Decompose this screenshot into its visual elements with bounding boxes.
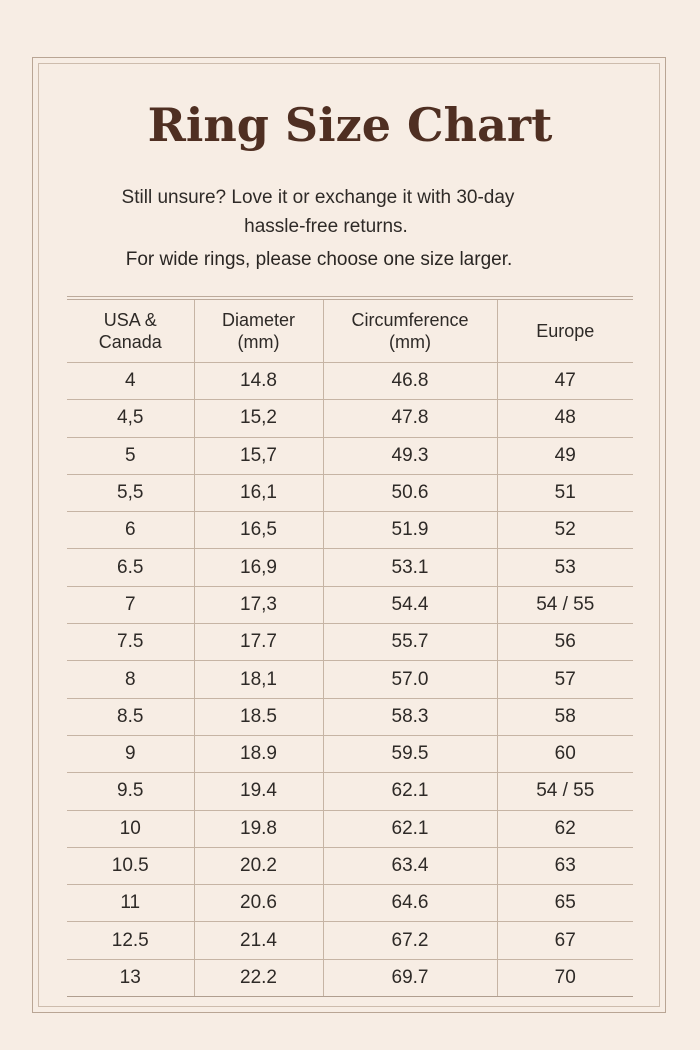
cell-diameter: 16,9 xyxy=(194,549,323,586)
cell-usa-canada: 4,5 xyxy=(67,400,194,437)
table-row xyxy=(67,400,633,437)
table-row xyxy=(67,586,633,623)
table-row xyxy=(67,735,633,772)
cell-usa-canada: 8 xyxy=(67,661,194,698)
cell-usa-canada: 8.5 xyxy=(67,698,194,735)
cell-circumference: 67.2 xyxy=(323,922,497,959)
cell-diameter: 16,5 xyxy=(194,512,323,549)
cell-circumference: 62.1 xyxy=(323,810,497,847)
header-circumference-line2: (mm) xyxy=(389,332,431,352)
cell-circumference: 62.1 xyxy=(323,773,497,810)
cell-usa-canada: 11 xyxy=(67,885,194,922)
cell-diameter: 20.2 xyxy=(194,847,323,884)
cell-europe: 57 xyxy=(497,661,633,698)
cell-circumference: 69.7 xyxy=(323,959,497,996)
cell-europe: 54 / 55 xyxy=(497,773,633,810)
cell-europe: 48 xyxy=(497,400,633,437)
cell-diameter: 21.4 xyxy=(194,922,323,959)
cell-diameter: 18,1 xyxy=(194,661,323,698)
cell-europe: 63 xyxy=(497,847,633,884)
cell-europe: 52 xyxy=(497,512,633,549)
header-usa-canada xyxy=(67,300,194,363)
table-header-row xyxy=(67,300,633,363)
cell-circumference: 59.5 xyxy=(323,735,497,772)
table-row xyxy=(67,959,633,996)
cell-circumference: 54.4 xyxy=(323,586,497,623)
table-row xyxy=(67,363,633,400)
returns-text-line-2: hassle-free returns. xyxy=(244,216,408,237)
cell-usa-canada: 13 xyxy=(67,959,194,996)
cell-usa-canada: 7 xyxy=(67,586,194,623)
table-row xyxy=(67,437,633,474)
cell-usa-canada: 6 xyxy=(67,512,194,549)
table-row xyxy=(67,624,633,661)
header-europe xyxy=(497,300,633,363)
wide-ring-note: For wide rings, please choose one size larger. xyxy=(125,249,513,270)
cell-europe: 58 xyxy=(497,698,633,735)
header-circumference xyxy=(323,300,497,363)
header-usa-canada-line1: USA & xyxy=(103,310,157,330)
cell-diameter: 17,3 xyxy=(194,586,323,623)
cell-circumference: 55.7 xyxy=(323,624,497,661)
table-row xyxy=(67,922,633,959)
cell-circumference: 58.3 xyxy=(323,698,497,735)
cell-diameter: 22.2 xyxy=(194,959,323,996)
cell-europe: 47 xyxy=(497,363,633,400)
cell-diameter: 16,1 xyxy=(194,474,323,511)
header-diameter-line2: (mm) xyxy=(237,332,280,352)
cell-europe: 53 xyxy=(497,549,633,586)
table-row xyxy=(67,810,633,847)
cell-usa-canada: 9 xyxy=(67,735,194,772)
cell-diameter: 19.8 xyxy=(194,810,323,847)
cell-europe: 51 xyxy=(497,474,633,511)
table-row xyxy=(67,885,633,922)
cell-usa-canada: 9.5 xyxy=(67,773,194,810)
table-body xyxy=(67,363,633,997)
table-row xyxy=(67,474,633,511)
cell-diameter: 20.6 xyxy=(194,885,323,922)
cell-europe: 65 xyxy=(497,885,633,922)
table-top-rule xyxy=(67,296,633,297)
cell-circumference: 63.4 xyxy=(323,847,497,884)
cell-diameter: 19.4 xyxy=(194,773,323,810)
cell-usa-canada: 5,5 xyxy=(67,474,194,511)
cell-europe: 67 xyxy=(497,922,633,959)
cell-diameter: 18.5 xyxy=(194,698,323,735)
cell-usa-canada: 5 xyxy=(67,437,194,474)
cell-circumference: 49.3 xyxy=(323,437,497,474)
cell-circumference: 57.0 xyxy=(323,661,497,698)
cell-europe: 60 xyxy=(497,735,633,772)
cell-circumference: 53.1 xyxy=(323,549,497,586)
header-circumference-line1: Circumference xyxy=(351,310,469,330)
cell-europe: 49 xyxy=(497,437,633,474)
cell-usa-canada: 10 xyxy=(67,810,194,847)
cell-circumference: 47.8 xyxy=(323,400,497,437)
table-row xyxy=(67,512,633,549)
header-europe-line1: Europe xyxy=(536,321,595,341)
cell-europe: 56 xyxy=(497,624,633,661)
cell-usa-canada: 4 xyxy=(67,363,194,400)
cell-circumference: 50.6 xyxy=(323,474,497,511)
header-diameter xyxy=(194,300,323,363)
cell-circumference: 51.9 xyxy=(323,512,497,549)
table-row xyxy=(67,773,633,810)
cell-europe: 54 / 55 xyxy=(497,586,633,623)
cell-europe: 70 xyxy=(497,959,633,996)
cell-diameter: 15,2 xyxy=(194,400,323,437)
cell-diameter: 14.8 xyxy=(194,363,323,400)
cell-circumference: 64.6 xyxy=(323,885,497,922)
cell-circumference: 46.8 xyxy=(323,363,497,400)
header-diameter-line1: Diameter xyxy=(221,310,296,330)
cell-diameter: 17.7 xyxy=(194,624,323,661)
page-title: Ring Size Chart xyxy=(147,98,553,152)
table-row xyxy=(67,847,633,884)
header-usa-canada-line2: Canada xyxy=(98,332,162,352)
returns-text-line-1: Still unsure? Love it or exchange it with 30-day xyxy=(121,187,515,208)
cell-usa-canada: 7.5 xyxy=(67,624,194,661)
table-row xyxy=(67,549,633,586)
cell-usa-canada: 6.5 xyxy=(67,549,194,586)
cell-diameter: 15,7 xyxy=(194,437,323,474)
table-row xyxy=(67,661,633,698)
cell-usa-canada: 10.5 xyxy=(67,847,194,884)
cell-europe: 62 xyxy=(497,810,633,847)
table-row xyxy=(67,698,633,735)
cell-diameter: 18.9 xyxy=(194,735,323,772)
ring-size-table xyxy=(67,300,633,997)
cell-usa-canada: 12.5 xyxy=(67,922,194,959)
